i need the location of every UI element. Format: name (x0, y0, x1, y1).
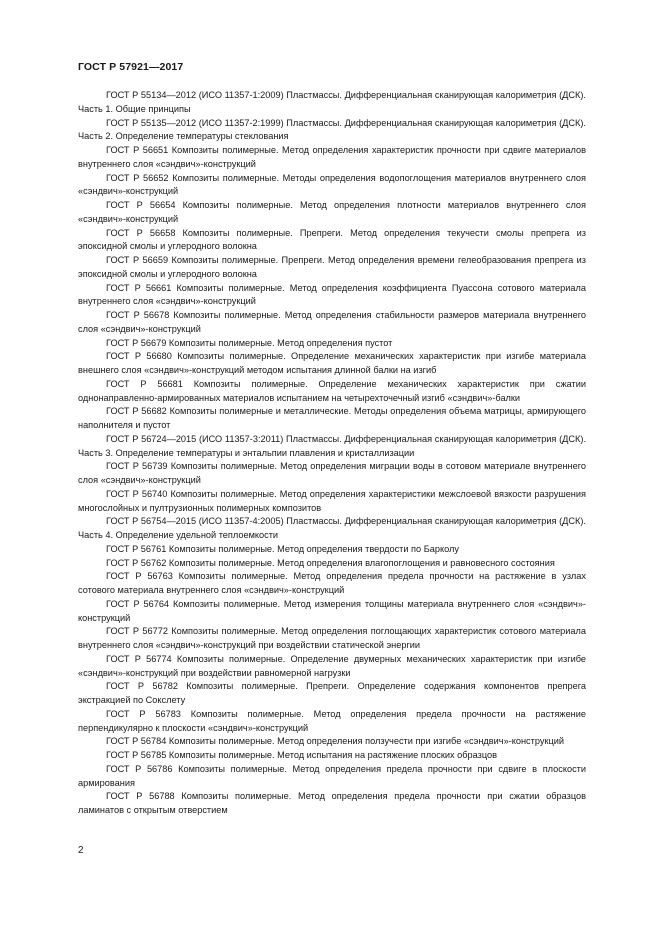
reference-item: ГОСТ Р 56761 Композиты полимерные. Метод определения твердости по Барколу (106, 543, 459, 554)
reference-item: ГОСТ Р 56739 Композиты полимерные. Метод определения миграции воды в сотовом материале внутреннего слоя «сэндвич»-конструкций (78, 461, 586, 485)
reference-item: ГОСТ Р 56652 Композиты полимерные. Методы определения водопоглощения материалов внутреннего слоя «сэндвич»-конструкций (78, 172, 586, 197)
reference-item: ГОСТ Р 56682 Композиты полимерные и металлические. Методы определения объема матрицы, армирующего наполнителя и пустот (78, 406, 586, 430)
reference-item: ГОСТ Р 56661 Композиты полимерные. Метод определения коэффициента Пуассона сотового материала внутреннего слоя «сэндвич»-конструкций (78, 282, 586, 307)
reference-item: ГОСТ Р 55134—2012 (ИСО 11357-1:2009) Пластмассы. Дифференциальная сканирующая калориметрия (ДСК). Часть 1. Общие принципы (78, 90, 586, 114)
reference-item: ГОСТ Р 56762 Композиты полимерные. Метод определения влагопоглощения и равновесного состояния (106, 557, 555, 568)
reference-item: ГОСТ Р 56754—2015 (ИСО 11357-4:2005) Пластмассы. Дифференциальная сканирующая калориметрия (ДСК). Часть 4. Определение удельной теплоемкости (78, 516, 586, 540)
reference-item: ГОСТ Р 56740 Композиты полимерные. Метод определения характеристики межслоевой вязкости разрушения многослойных и пултрузионных полимерных композитов (78, 488, 586, 513)
reference-item: ГОСТ Р 56681 Композиты полимерные. Определение механических характеристик при сжатии однонаправленно-армированных материалов испытанием на четырехточечный изгиб «сэндвич»-балки (78, 378, 586, 403)
reference-item: ГОСТ Р 56782 Композиты полимерные. Препреги. Определение содержания компонентов препрега экстракцией по Сокслету (78, 681, 586, 705)
reference-item: ГОСТ Р 56783 Композиты полимерные. Метод определения предела прочности на растяжение перпендикулярно к плоскости «сэндвич»-конструкций (78, 708, 586, 733)
reference-item: ГОСТ Р 55135—2012 (ИСО 11357-2:1999) Пластмассы. Дифференциальная сканирующая калориметрия (ДСК). Часть 2. Определение температуры стеклования (78, 117, 586, 142)
reference-item: ГОСТ Р 56659 Композиты полимерные. Препреги. Метод определения времени гелеобразования препрега из эпоксидной смолы и углеродного волокна (78, 255, 586, 279)
reference-item: ГОСТ Р 56654 Композиты полимерные. Метод определения плотности материалов внутреннего слоя «сэндвич»-конструкций (78, 200, 586, 224)
reference-item: ГОСТ Р 56764 Композиты полимерные. Метод измерения толщины материала внутреннего слоя «сэндвич»-конструкций (78, 598, 586, 623)
reference-item: ГОСТ Р 56651 Композиты полимерные. Метод определения характеристик прочности при сдвиге материалов внутреннего слоя «сэндвич»-конструкций (78, 145, 586, 169)
reference-item: ГОСТ Р 56788 Композиты полимерные. Метод определения предела прочности при сжатии образцов ламинатов с открытым отверстием (78, 791, 586, 815)
reference-item: ГОСТ Р 56678 Композиты полимерные. Метод определения стабильности размеров материала внутреннего слоя «сэндвич»-конструкций (78, 310, 586, 334)
reference-item: ГОСТ Р 56763 Композиты полимерные. Метод определения предела прочности на растяжение в узлах сотового материала внутреннего слоя «сэндвич»-конструкций (78, 571, 586, 595)
reference-item: ГОСТ Р 56784 Композиты полимерные. Метод определения ползучести при изгибе «сэндвич»-конструкций (106, 736, 565, 747)
reference-item: ГОСТ Р 56772 Композиты полимерные. Метод определения поглощающих характеристик сотового материала внутреннего слоя «сэндвич»-конструкций при воздействии статической энергии (78, 626, 586, 650)
reference-item: ГОСТ Р 56786 Композиты полимерные. Метод определения предела прочности при сдвиге в плоскости армирования (78, 763, 586, 788)
document-header: ГОСТ Р 57921—2017 (78, 61, 184, 73)
reference-item: ГОСТ Р 56785 Композиты полимерные. Метод испытания на растяжение плоских образцов (106, 750, 498, 760)
reference-list (78, 89, 586, 818)
page-number: 2 (78, 845, 84, 856)
reference-item: ГОСТ Р 56658 Композиты полимерные. Препреги. Метод определения текучести смолы препрега из эпоксидной смолы и углеродного волокна (78, 227, 586, 252)
reference-item: ГОСТ Р 56679 Композиты полимерные. Метод определения пустот (106, 337, 393, 348)
reference-item: ГОСТ Р 56774 Композиты полимерные. Определение двумерных механических характеристик при изгибе «сэндвич»-конструкций при воздействии равномерной нагрузки (78, 653, 586, 678)
reference-item: ГОСТ Р 56724—2015 (ИСО 11357-3:2011) Пластмассы. Дифференциальная сканирующая калориметрия (ДСК). Часть 3. Определение температуры и энтальпии плавления и кристаллизации (78, 433, 586, 458)
reference-item: ГОСТ Р 56680 Композиты полимерные. Определение механических характеристик при изгибе материала внешнего слоя «сэндвич»-конструкций методом испытания длинной балки на изгиб (78, 351, 586, 375)
